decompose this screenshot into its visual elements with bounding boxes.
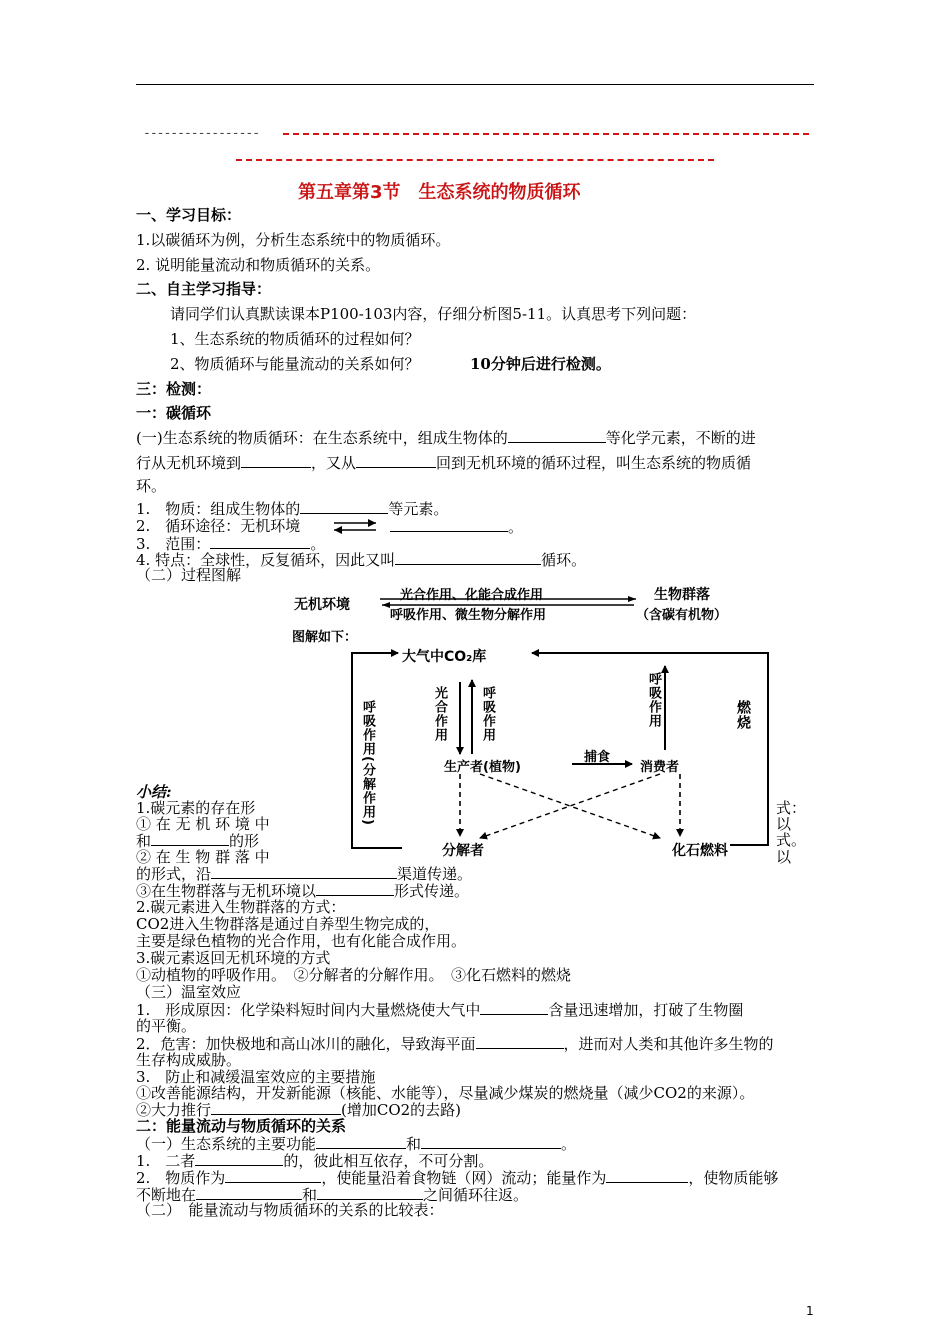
greenhouse-l3-b: ，进而对人类和其他许多生物的 bbox=[563, 1035, 774, 1053]
diagram-burning: 燃烧 bbox=[735, 700, 751, 730]
blank bbox=[606, 1168, 688, 1183]
carbon-cycle-diagram bbox=[340, 640, 780, 855]
def-line-2 bbox=[136, 453, 751, 472]
greenhouse-l3-a: 2．危害：加快极地和高山冰川的融化，导致海平面 bbox=[136, 1035, 476, 1053]
diagram-co2: 大气中CO₂库 bbox=[402, 649, 487, 665]
diagram-predation: 捕食 bbox=[584, 750, 611, 765]
blank bbox=[211, 864, 397, 879]
point-2-b: 。 bbox=[508, 518, 524, 536]
energy-l3-c: ，使物质能够 bbox=[688, 1169, 779, 1187]
greenhouse-l2: 的平衡。 bbox=[136, 1017, 197, 1035]
def-text-2: 等化学元素，不断的进 bbox=[605, 429, 756, 447]
summary-l4-right: 以 bbox=[776, 848, 792, 866]
s1-item-1: 1.以碳循环为例，分析生态系统中的物质循环。 bbox=[136, 231, 451, 249]
summary-heading: 小结: bbox=[136, 783, 172, 801]
summary-l3-b: 的形 bbox=[229, 832, 260, 850]
diagram-arrow-top-label: 光合作用、化能合成作用 bbox=[400, 588, 544, 603]
blank bbox=[390, 517, 508, 532]
greenhouse-l6: ①改善能源结构，开发新能源（核能、水能等），尽量减少煤炭的燃烧量（减少CO2的来源）。 bbox=[136, 1084, 755, 1102]
greenhouse-l1-b: 含量迅速增加，打破了生物圈 bbox=[548, 1001, 744, 1019]
diagram-fossil: 化石燃料 bbox=[672, 843, 728, 859]
summary-l3-right: 式。 bbox=[776, 831, 807, 849]
summary-l3-a: 和 bbox=[136, 832, 152, 850]
greenhouse-l7-b: (增加CO2的去路) bbox=[341, 1101, 462, 1119]
s3-sub1: 一：碳循环 bbox=[136, 404, 212, 422]
blank bbox=[480, 1000, 548, 1015]
header-rule bbox=[136, 84, 814, 85]
diagram-community-note: （含碳有机物） bbox=[636, 608, 728, 623]
energy-l1-b: 和 bbox=[406, 1135, 422, 1153]
diagram-left-label: 呼吸作用(分解作用) bbox=[360, 700, 375, 826]
greenhouse-l7-a: ②大力推行 bbox=[136, 1101, 212, 1119]
def-text-5: 回到无机环境的循环过程，叫生态系统的物质循 bbox=[436, 454, 752, 472]
summary-l5-a: 的形式，沿 bbox=[136, 865, 212, 883]
point-4-a: 4. 特点：全球性，反复循环，因此又叫 bbox=[136, 551, 396, 569]
summary-l7: 2.碳元素进入生物群落的方式： bbox=[136, 898, 346, 916]
diagram-inorganic: 无机环境 bbox=[294, 597, 350, 613]
diagram-decomposer: 分解者 bbox=[442, 843, 484, 859]
energy-l4-b: 和 bbox=[302, 1186, 318, 1204]
summary-l1: 1.碳元素的存在形 bbox=[136, 799, 256, 817]
diagram-respiration-consumer: 呼吸作用 bbox=[646, 672, 661, 728]
def-text-3: 行从无机环境到 bbox=[136, 454, 242, 472]
s1-item-2: 2. 说明能量流动和物质循环的关系。 bbox=[136, 256, 381, 274]
s2-heading: 二、自主学习指导： bbox=[136, 280, 272, 298]
blank bbox=[316, 881, 394, 896]
def-text-4: ，又从 bbox=[311, 454, 357, 472]
energy-l2-a: 1. 二者 bbox=[136, 1152, 196, 1170]
diagram-community: 生物群落 bbox=[654, 587, 710, 603]
blank bbox=[317, 1185, 423, 1200]
blank bbox=[211, 1100, 341, 1115]
point-3-a: 3. 范围： bbox=[136, 535, 211, 553]
blank bbox=[316, 1134, 406, 1149]
s2-note: 10分钟后进行检测。 bbox=[470, 355, 611, 373]
blank bbox=[195, 1151, 283, 1166]
blank bbox=[421, 1134, 561, 1149]
energy-l3-a: 2. 物质作为 bbox=[136, 1169, 226, 1187]
point-4-b: 循环。 bbox=[541, 551, 587, 569]
energy-l5: （二） 能量流动与物质循环的关系的比较表： bbox=[136, 1201, 444, 1219]
summary-l2-right: 以 bbox=[776, 815, 792, 833]
diagram-consumer: 消费者 bbox=[640, 760, 680, 775]
s2-q1: 1、生态系统的物质循环的过程如何？ bbox=[170, 330, 420, 348]
s3-heading: 三：检测： bbox=[136, 380, 212, 398]
blank bbox=[476, 1034, 564, 1049]
point-1-b: 等元素。 bbox=[388, 500, 449, 518]
blank bbox=[210, 534, 310, 549]
summary-l5-b: 渠道传递。 bbox=[397, 865, 473, 883]
summary-l4: ② 在 生 物 群 落 中 bbox=[136, 848, 270, 866]
blank bbox=[356, 453, 436, 468]
energy-l4-c: 之间循环往返。 bbox=[423, 1186, 529, 1204]
diagram-photosynthesis: 光合作用 bbox=[432, 686, 447, 742]
dash-prefix: ----------------- bbox=[143, 126, 260, 141]
s1-heading: 一、学习目标： bbox=[136, 206, 242, 224]
energy-l2-b: 的，彼此相互依存，不可分割。 bbox=[283, 1152, 494, 1170]
summary-l6-b: 形式传递。 bbox=[394, 882, 470, 900]
point-3-b: 。 bbox=[310, 535, 326, 553]
summary-l9: 主要是绿色植物的光合作用，也有化能合成作用。 bbox=[136, 932, 467, 950]
page-number: 1 bbox=[806, 1304, 814, 1318]
energy-l4-a: 不断地在 bbox=[136, 1186, 197, 1204]
energy-l1-a: （一）生态系统的主要功能 bbox=[136, 1135, 317, 1153]
energy-l1-c: 。 bbox=[561, 1135, 577, 1153]
point-1-a: 1. 物质：组成生物体的 bbox=[136, 500, 301, 518]
greenhouse-l1 bbox=[136, 1000, 743, 1019]
point-2-tail bbox=[390, 517, 523, 536]
point-1 bbox=[136, 499, 448, 518]
summary-l1-right: 式： bbox=[776, 799, 807, 817]
red-dash-line-1 bbox=[283, 133, 809, 135]
point-2 bbox=[136, 517, 300, 535]
diagram-respiration: 呼吸作用 bbox=[480, 686, 495, 742]
summary-l10: 3.碳元素返回无机环境的方式 bbox=[136, 949, 331, 967]
def-text-6: 环。 bbox=[136, 477, 167, 495]
blank bbox=[151, 831, 229, 846]
blank bbox=[300, 499, 388, 514]
summary-l6-a: ③在生物群落与无机环境以 bbox=[136, 882, 317, 900]
blank bbox=[241, 453, 311, 468]
diagram-arrow-bottom-label: 呼吸作用、微生物分解作用 bbox=[390, 608, 547, 623]
def-line-1 bbox=[136, 428, 756, 447]
summary-l8: CO2进入生物群落是通过自养型生物完成的， bbox=[136, 915, 440, 933]
diagram-caption: 图解如下： bbox=[292, 630, 358, 645]
page-title: 第五章第3节 生态系统的物质循环 bbox=[298, 182, 581, 203]
s2-intro: 请同学们认真默读课本P100-103内容，仔细分析图5-11。认真思考下列问题： bbox=[170, 305, 697, 323]
s2-q2: 2、物质循环与能量流动的关系如何？ bbox=[170, 355, 420, 373]
summary-l11: ①动植物的呼吸作用。 ②分解者的分解作用。 ③化石燃料的燃烧 bbox=[136, 966, 572, 984]
red-dash-line-2 bbox=[236, 159, 714, 161]
blank bbox=[196, 1185, 302, 1200]
greenhouse-l4: 生存构成威胁。 bbox=[136, 1051, 242, 1069]
blank bbox=[225, 1168, 321, 1183]
greenhouse-heading: （三）温室效应 bbox=[136, 983, 242, 1001]
greenhouse-l1-a: 1. 形成原因：化学染料短时间内大量燃烧使大气中 bbox=[136, 1001, 481, 1019]
energy-l3-b: ，使能量沿着食物链（网）流动；能量作为 bbox=[321, 1169, 607, 1187]
point-5: （二）过程图解 bbox=[136, 566, 242, 584]
blank bbox=[508, 428, 606, 443]
blank bbox=[395, 550, 541, 565]
point-2-a: 2. 循环途径：无机环境 bbox=[136, 517, 301, 535]
diagram-producer: 生产者(植物) bbox=[444, 760, 521, 775]
double-arrow-icon bbox=[330, 517, 380, 535]
def-text-1: (一)生态系统的物质循环：在生态系统中，组成生物体的 bbox=[136, 429, 508, 447]
summary-l2: ① 在 无 机 环 境 中 bbox=[136, 815, 270, 833]
greenhouse-l5: 3. 防止和减缓温室效应的主要措施 bbox=[136, 1068, 376, 1086]
energy-heading: 二：能量流动与物质循环的关系 bbox=[136, 1117, 347, 1135]
